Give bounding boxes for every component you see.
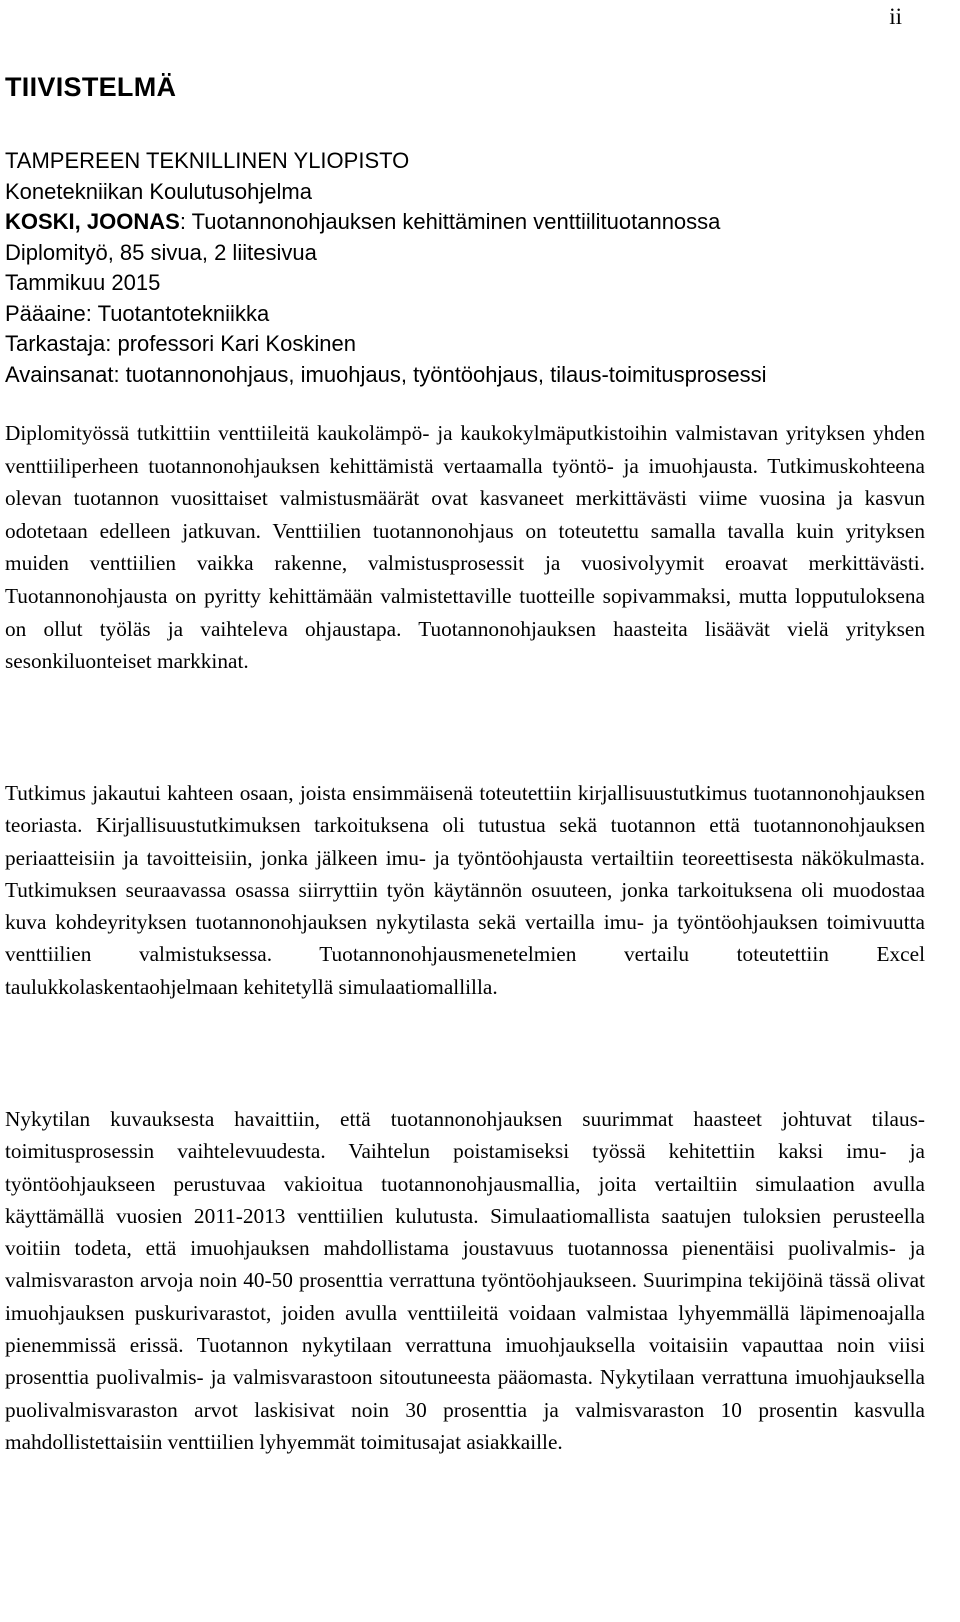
abstract-paragraph: Nykytilan kuvauksesta havaittiin, että tuotannonohjauksen suurimmat haasteet johtuvat tilaus-toimitusprosessin vaihtelevuudesta. Vaihtelun poistamiseksi työssä kehitettiin kaksi imu- ja työntöohjaukseen perustuvaa vakioitua tuotannonohjausmallia, joita vertailtiin simulaation avulla käyttämällä vuosien 2011-2013 venttiilien kulutusta. Simulaatiomallista saatujen tuloksien perusteella voitiin todeta, että imuohjauksen mahdollistama joustavuus tuotannossa pienentäisi puolivalmis- ja valmisvaraston arvoja noin 40-50 prosenttia verrattuna työntöohjaukseen. Suurimpina tekijöinä tässä olivat imuohjauksen puskurivarastot, joiden avulla venttiileitä voidaan valmistaa lyhyemmällä läpimenoajalla pienemmissä erissä. Tuotannon nykytilaan verrattuna imuohjauksella voitaisiin vapauttaa noin viisi prosenttia puolivalmis- ja valmisvarastoon sitoutuneesta pääomasta. Nykytilaan verrattuna imuohjauksella puolivalmisvaraston arvot laskisivat noin 30 prosenttia ja valmisvaraston 10 prosentin kasvulla mahdollistettaisiin venttiilien lyhyemmät toimitusajat asiakkaille. <box>5 1107 925 1454</box>
date-line: Tammikuu 2015 <box>5 270 161 295</box>
extent-line: Diplomityö, 85 sivua, 2 liitesivua <box>5 239 317 265</box>
keywords-line: Avainsanat: tuotannonohjaus, imuohjaus, työntöohjaus, tilaus-toimitusprosessi <box>5 361 767 387</box>
programme-line: Konetekniikan Koulutusohjelma <box>5 178 312 204</box>
author-title-line <box>5 207 935 238</box>
thesis-title: : Tuotannonohjauksen kehittäminen venttiilituotannossa <box>179 209 721 234</box>
university-line: TAMPEREEN TEKNILLINEN YLIOPISTO <box>5 148 410 173</box>
examiner-line: Tarkastaja: professori Kari Koskinen <box>5 331 356 356</box>
major-line: Pääaine: Tuotantotekniikka <box>5 300 270 326</box>
abstract-paragraph: Tutkimus jakautui kahteen osaan, joista ensimmäisenä toteutettiin kirjallisuustutkimus tuotannonohjauksen teoriasta. Kirjallisuustutkimuksen tarkoituksena oli tutustua sekä tuotannon että tuotannonohjauksen periaatteisiin ja tavoitteisiin, jonka jälkeen imu- ja työntöohjausta vertailtiin teoreettisesta näkökulmasta. Tutkimuksen seuraavassa osassa siirryttiin työn käytännön osuuteen, jonka tarkoituksena oli muodostaa kuva kohdeyrityksen tuotannonohjauksen nykytilasta sekä vertailla imu- ja työntöohjauksen toimivuutta venttiilien valmistuksessa. Tuotannonohjausmenetelmien vertailu toteutettiin Excel taulukkolaskentaohjelmaan kehitetyllä simulaatiomallilla. <box>5 781 925 999</box>
page-title: TIIVISTELMÄ <box>5 72 177 102</box>
abstract-paragraph: Diplomityössä tutkittiin venttiileitä kaukolämpö- ja kaukokylmäputkistoihin valmistavan yrityksen yhden venttiiliperheen tuotannonohjauksen kehittämistä vertaamalla työntö- ja imuohjausta. Tutkimuskohteena olevan tuotannon vuosittaiset valmistusmäärät ovat kasvaneet merkittävästi viime vuosina ja kasvun odotetaan edelleen jatkuvan. Venttiilien tuotannonohjaus on toteutettu samalla tavalla kuin yrityksen muiden venttiilien vaikka rakenne, valmistusprosessit ja vuosivolyymit eroavat merkittävästi. Tuotannonohjausta on pyritty kehittämään valmistettaville tuotteille sopivammaksi, mutta lopputuloksena on ollut työläs ja vaihteleva ohjaustapa. Tuotannonohjauksen haasteita lisäävät vielä yrityksen sesonkiluonteiset markkinat. <box>5 421 925 674</box>
page-number: ii <box>889 4 902 29</box>
thesis-metadata <box>5 146 935 390</box>
author-name: KOSKI, JOONAS <box>5 209 180 234</box>
